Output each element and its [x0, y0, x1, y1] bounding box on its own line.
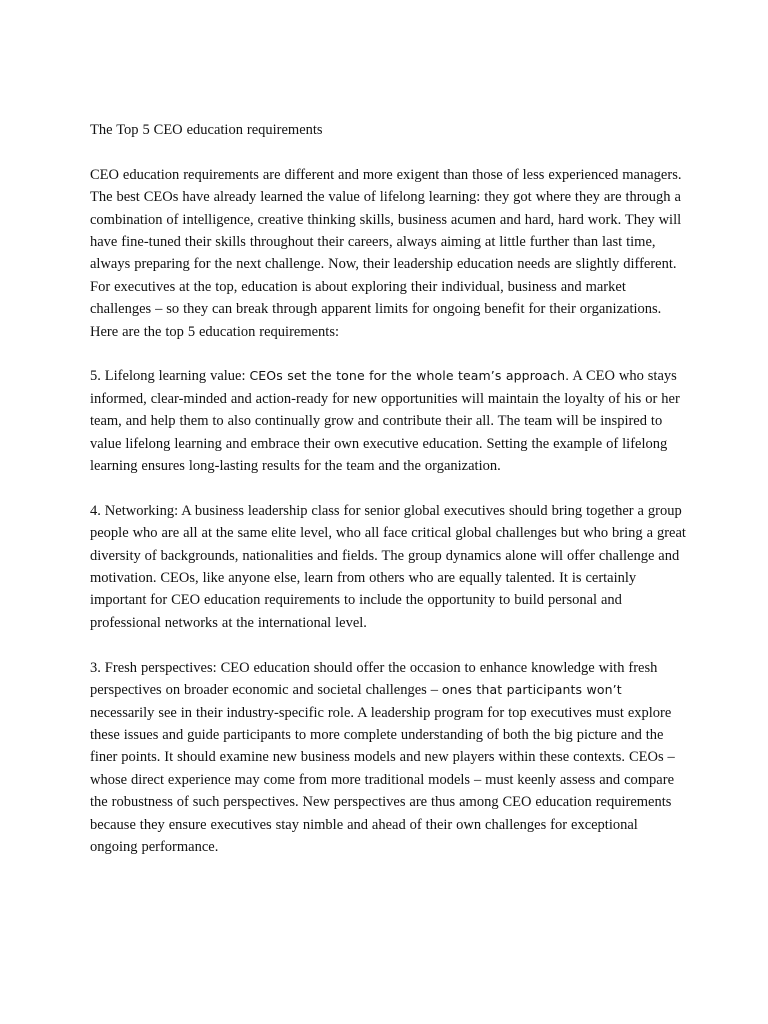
- item-4-paragraph: [90, 500, 686, 634]
- item-3-paragraph: [90, 657, 686, 859]
- item-5-text-sans: CEOs set the tone for the whole team’s approach.: [249, 368, 570, 384]
- item-4-text: 4. Networking: A business leadership class for senior global executives should bring together a group people who are all at the same elite level, who all face critical global challenges but who bring a great diversity of backgrounds, nationalities and fields. The group dynamics alone will offer challenge and motivation. CEOs, like anyone else, learn from others who are equally talented. It is certainly important for CEO education requirements to include the opportunity to build personal and professional networks at the international level.: [90, 502, 686, 631]
- document-body: [90, 119, 686, 858]
- item-3-text-sans: ones that participants won’t: [441, 682, 622, 698]
- item-5-paragraph: [90, 365, 686, 477]
- item-3-text-end: necessarily see in their industry-specific role. A leadership program for top executives must explore these issues and guide participants to more complete understanding of both the big picture and the finer points. It should examine new business models and new players within these contexts. CEOs – whose direct experience may come from more traditional models – must keenly assess and compare the robustness of such perspectives. New perspectives are thus among CEO education requirements because they ensure executives stay nimble and ahead of their own challenges for exceptional ongoing performance.: [90, 704, 675, 855]
- intro-paragraph: CEO education requirements are different and more exigent than those of less experienced managers. The best CEOs have already learned the value of lifelong learning: they got where they are through a combination of intelligence, creative thinking skills, business acumen and hard, hard work. They will have fine-tuned their skills throughout their careers, always aiming at little further than last time, always preparing for the next challenge. Now, their leadership education needs are slightly different. For executives at the top, education is about exploring their individual, business and market challenges – so they can break through apparent limits for ongoing benefit for their organizations.: [90, 166, 682, 318]
- lead-in-paragraph: Here are the top 5 education requirements:: [90, 323, 340, 340]
- item-5-text-end: A CEO who stays informed, clear-minded and action-ready for new opportunities will maintain the loyalty of his or her team, and help them to also continually grow and contribute their all. The team will be inspired to value lifelong learning and embrace their own executive education. Setting the example of lifelong learning ensures long-lasting results for the team and the organization.: [90, 368, 680, 475]
- item-5-text-start: 5. Lifelong learning value:: [90, 368, 250, 385]
- item-3-text-start: 3. Fresh perspectives: CEO education should offer the occasion to enhance knowledge with fresh perspectives on broader economic and societal challenges –: [90, 659, 658, 699]
- document-title: The Top 5 CEO education requirements: [90, 122, 323, 138]
